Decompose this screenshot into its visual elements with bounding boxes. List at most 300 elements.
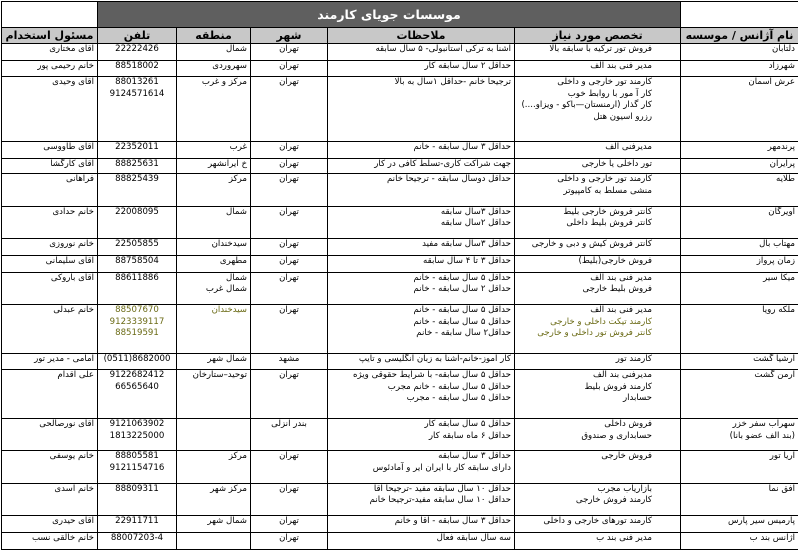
region-cell (177, 272, 251, 304)
notes-line: حداقل ۲ سال سابقه کار (424, 60, 511, 71)
phone-line: 22008095 (115, 206, 159, 217)
region-cell (177, 206, 251, 238)
notes-cell (328, 419, 515, 451)
notes-cell (328, 60, 515, 77)
phone-line: 9122682412 (109, 369, 165, 380)
specialty-line: مدیر فنی بند الف (590, 60, 652, 71)
city-line: تهران (279, 158, 299, 169)
notes-line: حداقل ۱۰ سال سابقه مفید-ترجیحا خانم (369, 495, 511, 506)
phone-line: 88507670 (115, 305, 159, 316)
phone-line: (0511)8682000 (103, 354, 171, 365)
notes-line: حداقل ۱۰ سال سابقه مفید -ترجیحا آقا (373, 483, 511, 494)
notes-line: حداقل ۵ سال سابقه- با شرایط حقوقی ویژه (353, 369, 511, 380)
phone-line: 88809311 (115, 483, 159, 494)
specialty-cell (515, 77, 681, 142)
contact-cell (2, 43, 98, 60)
phone-line: 88825439 (115, 174, 159, 185)
specialty-line: مدیر فنی بند الف (590, 272, 652, 283)
phone-line: 22505855 (115, 239, 159, 250)
agency-cell (681, 158, 799, 174)
phone-line: 88007203-4 (110, 533, 164, 544)
agency-cell (681, 305, 799, 354)
header-specialty: تخصص مورد نیاز (515, 28, 681, 44)
contact-cell (2, 77, 98, 142)
phone-cell (98, 451, 177, 483)
agency-line: آویرگان (768, 206, 795, 217)
phone-cell (98, 142, 177, 159)
table-row (2, 419, 799, 451)
city-line: مشهد (278, 354, 300, 365)
title-blank-cell (681, 2, 799, 28)
region-cell (177, 142, 251, 159)
table-row (2, 43, 799, 60)
specialty-line: کارمند تور خارجی و داخلی (557, 174, 652, 185)
specialty-cell (515, 206, 681, 238)
table-row (2, 142, 799, 159)
agency-cell (681, 272, 799, 304)
city-line: تهران (279, 206, 299, 217)
region-line: سیدخندان (211, 305, 247, 316)
contact-line: خانم خالقی نسب (31, 533, 94, 544)
contact-line: آقای سلیمانی (45, 256, 94, 266)
specialty-line: بازاریاب مجرب (597, 483, 652, 494)
specialty-cell (515, 158, 681, 174)
specialty-cell (515, 142, 681, 159)
header-notes: ملاحظات (328, 28, 515, 44)
region-cell (177, 419, 251, 451)
city-cell (251, 305, 328, 354)
agency-line: مهتاب بال (759, 239, 795, 250)
notes-line: حداقل۲ سال سابقه - خانم (416, 328, 511, 339)
agency-cell (681, 516, 799, 533)
phone-line: 9121154716 (109, 463, 165, 474)
region-line: خ ایرانشهر (208, 158, 247, 169)
agency-line: میکا سیر (763, 272, 795, 283)
table-row (2, 256, 799, 273)
city-line: تهران (279, 43, 299, 54)
contact-line: خانم نوروزی (49, 239, 94, 250)
specialty-line: فروش بلیط خارجی (582, 284, 652, 295)
agency-line: ملکه رویا (762, 305, 795, 316)
specialty-cell (515, 43, 681, 60)
city-line: تهران (279, 256, 299, 266)
title-row (2, 2, 799, 28)
notes-cell (328, 483, 515, 515)
city-cell (251, 256, 328, 273)
notes-cell (328, 516, 515, 533)
region-cell (177, 158, 251, 174)
city-line: تهران (279, 305, 299, 316)
notes-line: حداقل دوسال سابقه - ترجیحا خانم (386, 174, 511, 185)
table-row (2, 239, 799, 256)
region-cell (177, 369, 251, 418)
agency-line: پرندمهر (767, 142, 795, 153)
contact-cell (2, 142, 98, 159)
contact-line: خانم اسدی (54, 483, 94, 494)
specialty-line: حسابدار (622, 393, 652, 404)
notes-cell (328, 305, 515, 354)
contact-cell (2, 206, 98, 238)
contact-cell (2, 305, 98, 354)
city-cell (251, 142, 328, 159)
notes-line: حداقل ۶ ماه سابقه کار (428, 430, 511, 441)
notes-line: آشنا به ترکی استانبولی- ۵ سال سابقه (375, 43, 511, 54)
agency-cell (681, 483, 799, 515)
table-row (2, 272, 799, 304)
specialty-line: رزرو اسیون هتل (593, 112, 652, 123)
city-line: تهران (279, 451, 299, 462)
city-cell (251, 451, 328, 483)
notes-line: حداقل ۵ سال سابقه - خانم مجرب (387, 381, 511, 392)
table-row (2, 60, 799, 77)
notes-line: سه سال سابقه فعال (436, 533, 511, 544)
notes-line: ترجیحا خانم -حداقل ۱سال به بالا (394, 77, 511, 88)
header-region: منطقه (177, 28, 251, 44)
specialty-line: مدیرفنی بند الف (593, 369, 652, 380)
notes-line: حداقل ۲سال سابقه (440, 218, 511, 229)
phone-line: 22352011 (115, 142, 159, 153)
city-cell (251, 77, 328, 142)
notes-line: حداقل ۳ سال سابقه (438, 451, 511, 462)
specialty-cell (515, 516, 681, 533)
table-row (2, 516, 799, 533)
contact-line: خانم عبدلی (53, 305, 94, 316)
region-cell (177, 516, 251, 533)
phone-cell (98, 174, 177, 206)
notes-line: حداقل ۵ سال سابقه کار (424, 419, 511, 430)
contact-line: آقای کارگشا (50, 158, 94, 169)
header-phone: تلفن (98, 28, 177, 44)
agency-line: پارمیس سیر پارس (728, 516, 795, 527)
contact-line: آقای وحیدی (52, 77, 94, 88)
contact-cell (2, 354, 98, 370)
specialty-line: فروش تور ترکیه با سابقه بالا (549, 43, 652, 54)
city-cell (251, 60, 328, 77)
phone-line: 88805581 (115, 451, 159, 462)
phone-line: 9123339117 (109, 316, 165, 327)
contact-cell (2, 272, 98, 304)
region-line: مرکز (228, 174, 247, 185)
agency-cell (681, 77, 799, 142)
region-line: مرکز و غرب (201, 77, 247, 88)
notes-cell (328, 533, 515, 550)
region-line: سهروردی (212, 60, 247, 71)
city-cell (251, 419, 328, 451)
specialty-line: کارمند تور خارجی و داخلی (557, 77, 652, 88)
agency-line: آریا تور (769, 451, 795, 462)
city-cell (251, 206, 328, 238)
contact-cell (2, 369, 98, 418)
specialty-line: فروش خارجی (601, 451, 652, 462)
notes-line: حداقل ۵ سال سابقه - خانم (413, 316, 511, 327)
agency-line: افق نما (768, 483, 795, 494)
contact-cell (2, 256, 98, 273)
region-line: شمال (225, 272, 247, 283)
agency-cell (681, 142, 799, 159)
specialty-line: کار گذار (ارمنستان—باکو - ویزاو....) (521, 100, 652, 111)
specialty-line: فروش داخلی (604, 419, 652, 430)
city-line: تهران (279, 533, 299, 544)
phone-line: 88611886 (115, 272, 159, 283)
agency-cell (681, 369, 799, 418)
phone-line: 66565640 (115, 381, 159, 392)
table-row (2, 483, 799, 515)
agency-line: سهراب سفر خزر (732, 419, 795, 430)
agency-line: زمان پرواز (756, 256, 795, 266)
contact-line: علی اقدام (57, 369, 94, 380)
agency-table-sheet (1, 1, 798, 550)
header-contact: مسئول استخدام (2, 28, 98, 44)
specialty-cell (515, 354, 681, 370)
contact-cell (2, 419, 98, 451)
specialty-line: کانتر فروش خارجی بلیط (563, 206, 652, 217)
table-row (2, 533, 799, 550)
agency-line: (بند الف عضو بانا) (729, 430, 795, 441)
notes-line: کار آموز-خانم-آشنا به زبان انگلیسی و تایپ (358, 354, 511, 365)
contact-cell (2, 516, 98, 533)
agency-line: آرمن گشت (754, 369, 795, 380)
phone-line: 88013261 (115, 77, 159, 88)
table-row (2, 77, 799, 142)
specialty-cell (515, 174, 681, 206)
specialty-line: کارمند تورهای خارجی و داخلی (543, 516, 652, 527)
city-line: تهران (279, 483, 299, 494)
specialty-cell (515, 272, 681, 304)
agency-cell (681, 451, 799, 483)
phone-cell (98, 158, 177, 174)
city-cell (251, 43, 328, 60)
phone-line: 88758504 (115, 256, 159, 266)
title-blank-cell (2, 2, 98, 28)
city-cell (251, 174, 328, 206)
specialty-line: مدیرفنی الف (605, 142, 652, 153)
notes-cell (328, 43, 515, 60)
region-cell (177, 60, 251, 77)
table-row (2, 451, 799, 483)
contact-cell (2, 239, 98, 256)
specialty-line: کار آ مور با روابط خوب (567, 88, 652, 99)
phone-cell (98, 272, 177, 304)
notes-line: حداقل ۳سال سابقه مفید (422, 239, 511, 250)
phone-cell (98, 256, 177, 273)
header-city: شهر (251, 28, 328, 44)
region-line: شمال شهر (207, 354, 247, 365)
notes-line: حداقل ۳سال سابقه (440, 206, 511, 217)
specialty-line: کارمند فروش خارجی (575, 495, 652, 506)
region-cell (177, 533, 251, 550)
contact-line: فراهانی (66, 174, 94, 185)
agency-line: دلتابان (772, 43, 795, 54)
agency-line: پرایران (769, 158, 795, 169)
region-line: شمال غرب (205, 284, 247, 295)
phone-cell (98, 533, 177, 550)
agency-cell (681, 354, 799, 370)
specialty-cell (515, 60, 681, 77)
notes-line: حداقل ۵ سال سابقه - مجرب (406, 393, 511, 404)
contact-line: آقای مختاری (49, 43, 94, 54)
specialty-cell (515, 483, 681, 515)
phone-cell (98, 483, 177, 515)
specialty-line: حسابداری و صندوق (581, 430, 652, 441)
table-title: موسسات جویای کارمند (98, 2, 681, 28)
notes-line: حداقل ۵ سال سابقه - خانم (413, 272, 511, 283)
table-row (2, 305, 799, 354)
city-line: تهران (279, 142, 299, 153)
specialty-line: فروش خارجی(بلیط) (578, 256, 652, 266)
contact-line: خانم حدادی (52, 206, 94, 217)
specialty-line: منشی مسلط به کامپیوتر (563, 186, 652, 197)
agency-cell (681, 174, 799, 206)
phone-line: 9121063902 (109, 419, 165, 430)
notes-line: حداقل ۳ سال سابقه - آقا و خانم (394, 516, 511, 527)
phone-cell (98, 516, 177, 533)
phone-cell (98, 354, 177, 370)
contact-line: امامی - مدیر تور (34, 354, 94, 365)
agency-line: ارشیا گشت (753, 354, 795, 365)
notes-cell (328, 256, 515, 273)
phone-line: 1813225000 (109, 430, 165, 441)
region-line: مطهری (219, 256, 247, 266)
region-cell (177, 239, 251, 256)
city-line: تهران (279, 516, 299, 527)
phone-line: 22911711 (115, 516, 159, 527)
agency-cell (681, 43, 799, 60)
specialty-cell (515, 239, 681, 256)
table-row (2, 174, 799, 206)
agency-cell (681, 239, 799, 256)
phone-cell (98, 77, 177, 142)
region-cell (177, 451, 251, 483)
city-line: تهران (279, 369, 299, 380)
region-line: غرب (229, 142, 247, 153)
phone-cell (98, 60, 177, 77)
region-line: شمال (225, 43, 247, 54)
phone-cell (98, 206, 177, 238)
contact-cell (2, 483, 98, 515)
phone-cell (98, 305, 177, 354)
phone-line: 88518002 (115, 60, 159, 71)
contact-line: خانم یوسفی (49, 451, 94, 462)
city-cell (251, 516, 328, 533)
phone-cell (98, 239, 177, 256)
contact-cell (2, 158, 98, 174)
region-cell (177, 174, 251, 206)
notes-line: دارای سابقه کار با ایران ایر و آمادئوس (372, 463, 511, 474)
city-cell (251, 483, 328, 515)
city-line: تهران (279, 239, 299, 250)
specialty-cell (515, 419, 681, 451)
region-line: سیدخندان (211, 239, 247, 250)
region-cell (177, 43, 251, 60)
region-cell (177, 483, 251, 515)
notes-cell (328, 451, 515, 483)
phone-line: 88519591 (115, 328, 159, 339)
notes-line: حداقل ۳ تا ۴ سال سابقه (423, 256, 511, 266)
phone-cell (98, 419, 177, 451)
region-line: شمال (225, 206, 247, 217)
city-cell (251, 272, 328, 304)
notes-line: حداقل ۲ سال سابقه - خانم (413, 284, 511, 295)
notes-line: حداقل ۳ سال سابقه - خانم (413, 142, 511, 153)
agency-line: آژانس بند ب (749, 533, 795, 544)
city-cell (251, 369, 328, 418)
region-cell (177, 77, 251, 142)
agency-cell (681, 60, 799, 77)
phone-line: 88825631 (115, 158, 159, 169)
phone-cell (98, 43, 177, 60)
notes-cell (328, 77, 515, 142)
contact-line: آقای طاووسی (43, 142, 94, 153)
contact-line: آقای نورصالحی (39, 419, 94, 430)
header-agency: نام آژانس / موسسه (681, 28, 799, 44)
contact-cell (2, 533, 98, 550)
agency-cell (681, 419, 799, 451)
region-line: مرکز (228, 451, 247, 462)
region-cell (177, 305, 251, 354)
agency-cell (681, 206, 799, 238)
specialty-line: مدیر فنی بند الف (590, 305, 652, 316)
contact-cell (2, 60, 98, 77)
city-line: بندر انزلی (271, 419, 307, 430)
table-row (2, 369, 799, 418)
notes-cell (328, 369, 515, 418)
specialty-line: کانتر فروش کیش و دبی و خارجی (531, 239, 652, 250)
specialty-cell (515, 533, 681, 550)
agency-line: عرش آسمان (748, 77, 795, 88)
region-cell (177, 354, 251, 370)
agency-table (1, 1, 798, 550)
contact-cell (2, 451, 98, 483)
specialty-line: کارمند تیکت داخلی و خارجی (550, 316, 652, 327)
city-cell (251, 354, 328, 370)
header-row (2, 28, 799, 44)
notes-line: حداقل ۵ سال سابقه - خانم (413, 305, 511, 316)
phone-line: 22222426 (115, 43, 159, 54)
specialty-line: تور داخلی یا خارجی (581, 158, 652, 169)
phone-cell (98, 369, 177, 418)
notes-cell (328, 158, 515, 174)
notes-cell (328, 142, 515, 159)
specialty-line: کانتر فروش تور داخلی و خارجی (537, 328, 652, 339)
table-row (2, 206, 799, 238)
city-line: تهران (279, 60, 299, 71)
specialty-cell (515, 256, 681, 273)
city-cell (251, 533, 328, 550)
specialty-cell (515, 451, 681, 483)
notes-cell (328, 174, 515, 206)
agency-line: طلایه (776, 174, 795, 185)
city-line: تهران (279, 77, 299, 88)
specialty-line: کارمند فروش بلیط (584, 381, 652, 392)
region-line: توحید–ستارخان (192, 369, 247, 380)
agency-cell (681, 256, 799, 273)
contact-cell (2, 174, 98, 206)
city-line: تهران (279, 272, 299, 283)
specialty-cell (515, 369, 681, 418)
city-cell (251, 158, 328, 174)
specialty-line: مدیر فنی بند ب (596, 533, 652, 544)
contact-line: آقای باروکی (50, 272, 94, 283)
city-cell (251, 239, 328, 256)
specialty-line: کانتر فروش بلیط داخلی (566, 218, 652, 229)
notes-line: جهت شراکت کاری-تسلط کافی در کار (374, 158, 511, 169)
agency-cell (681, 533, 799, 550)
notes-cell (328, 354, 515, 370)
phone-line: 9124571614 (109, 88, 165, 99)
notes-cell (328, 206, 515, 238)
specialty-cell (515, 305, 681, 354)
region-cell (177, 256, 251, 273)
